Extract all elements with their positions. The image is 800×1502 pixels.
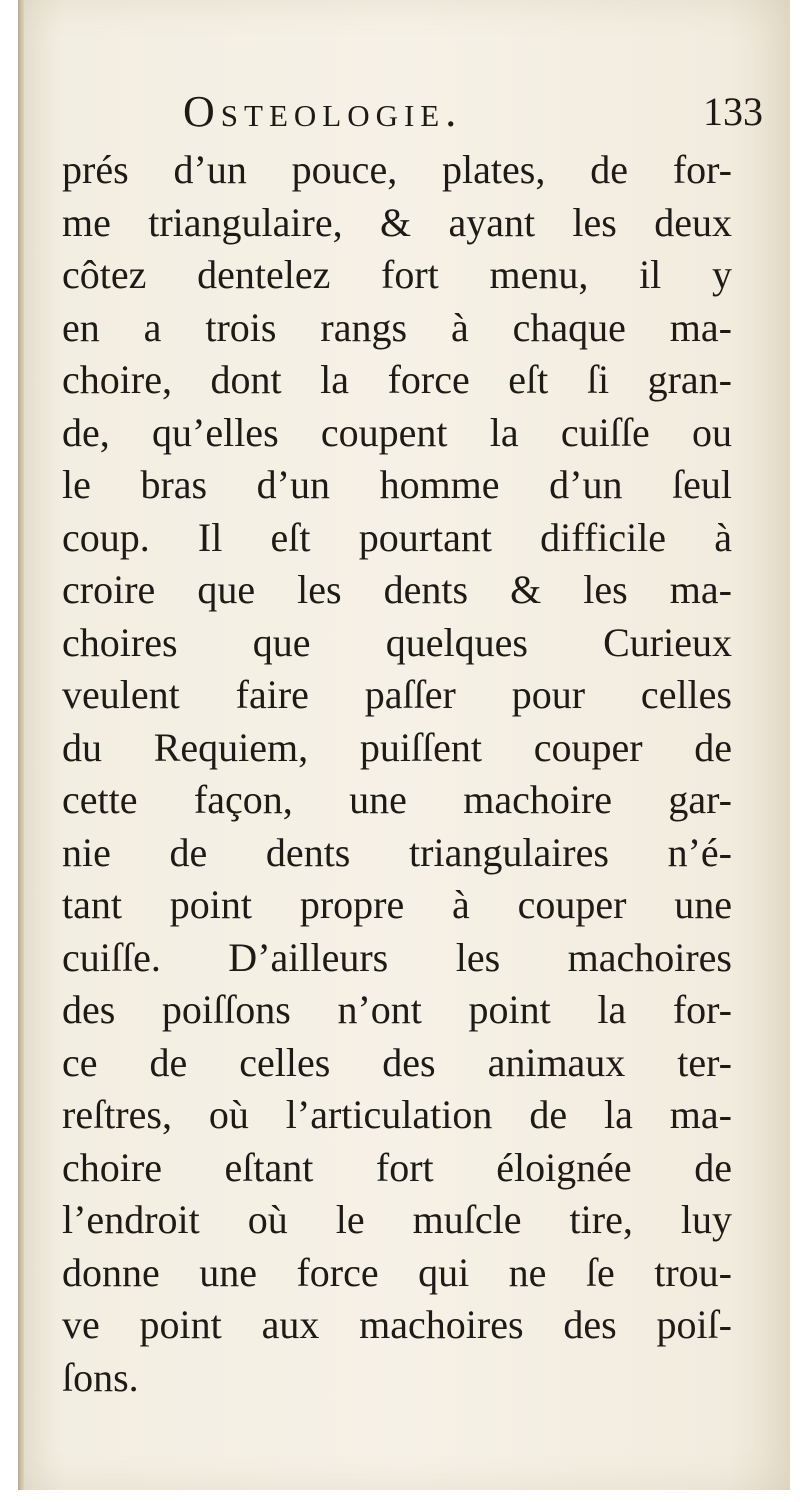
text-line: reſtres, où l’articulation de la ma-	[62, 1092, 732, 1137]
page-binding-edge	[18, 0, 24, 1490]
running-title: Osteologie.	[183, 87, 463, 136]
book-page	[18, 0, 790, 1490]
body-text	[62, 144, 732, 1404]
text-line: des poiſſons n’ont point la for-	[62, 987, 732, 1032]
text-line: croire que les dents & les ma-	[62, 567, 732, 612]
page-number: 133	[703, 89, 763, 134]
text-line: le bras d’un homme d’un ſeul	[62, 462, 732, 507]
text-line: donne une force qui ne ſe trou-	[62, 1249, 732, 1295]
text-line: coup. Il eſt pourtant difficile à	[62, 514, 732, 560]
text-line: côtez dentelez fort menu, il y	[62, 252, 732, 297]
text-line: cette façon, une machoire gar-	[62, 777, 732, 822]
text-line: veulent faire paſſer pour celles	[62, 672, 732, 717]
text-line: choire eſtant fort éloignée de	[62, 1144, 732, 1190]
text-line: du Requiem, puiſſent couper de	[62, 724, 732, 770]
text-line: tant point propre à couper une	[62, 882, 732, 927]
text-line: choire, dont la force eſt ſi gran-	[62, 357, 732, 402]
text-line: choires que quelques Curieux	[62, 619, 732, 665]
text-line: prés d’un pouce, plates, de for-	[62, 147, 732, 192]
text-line: en a trois rangs à chaque ma-	[62, 304, 732, 350]
text-line: l’endroit où le muſcle tire, luy	[62, 1197, 732, 1242]
page-header	[183, 82, 763, 142]
text-line: nie de dents triangulaires n’é-	[62, 829, 732, 875]
text-line: de, qu’elles coupent la cuiſſe ou	[62, 409, 732, 455]
text-line: me triangulaire, & ayant les deux	[62, 199, 732, 245]
text-line: ſons.	[62, 1354, 139, 1400]
text-line: ve point aux machoires des poiſ-	[62, 1302, 732, 1347]
text-line: ce de celles des animaux ter-	[62, 1039, 732, 1085]
text-line: cuiſſe. D’ailleurs les machoires	[62, 934, 732, 980]
